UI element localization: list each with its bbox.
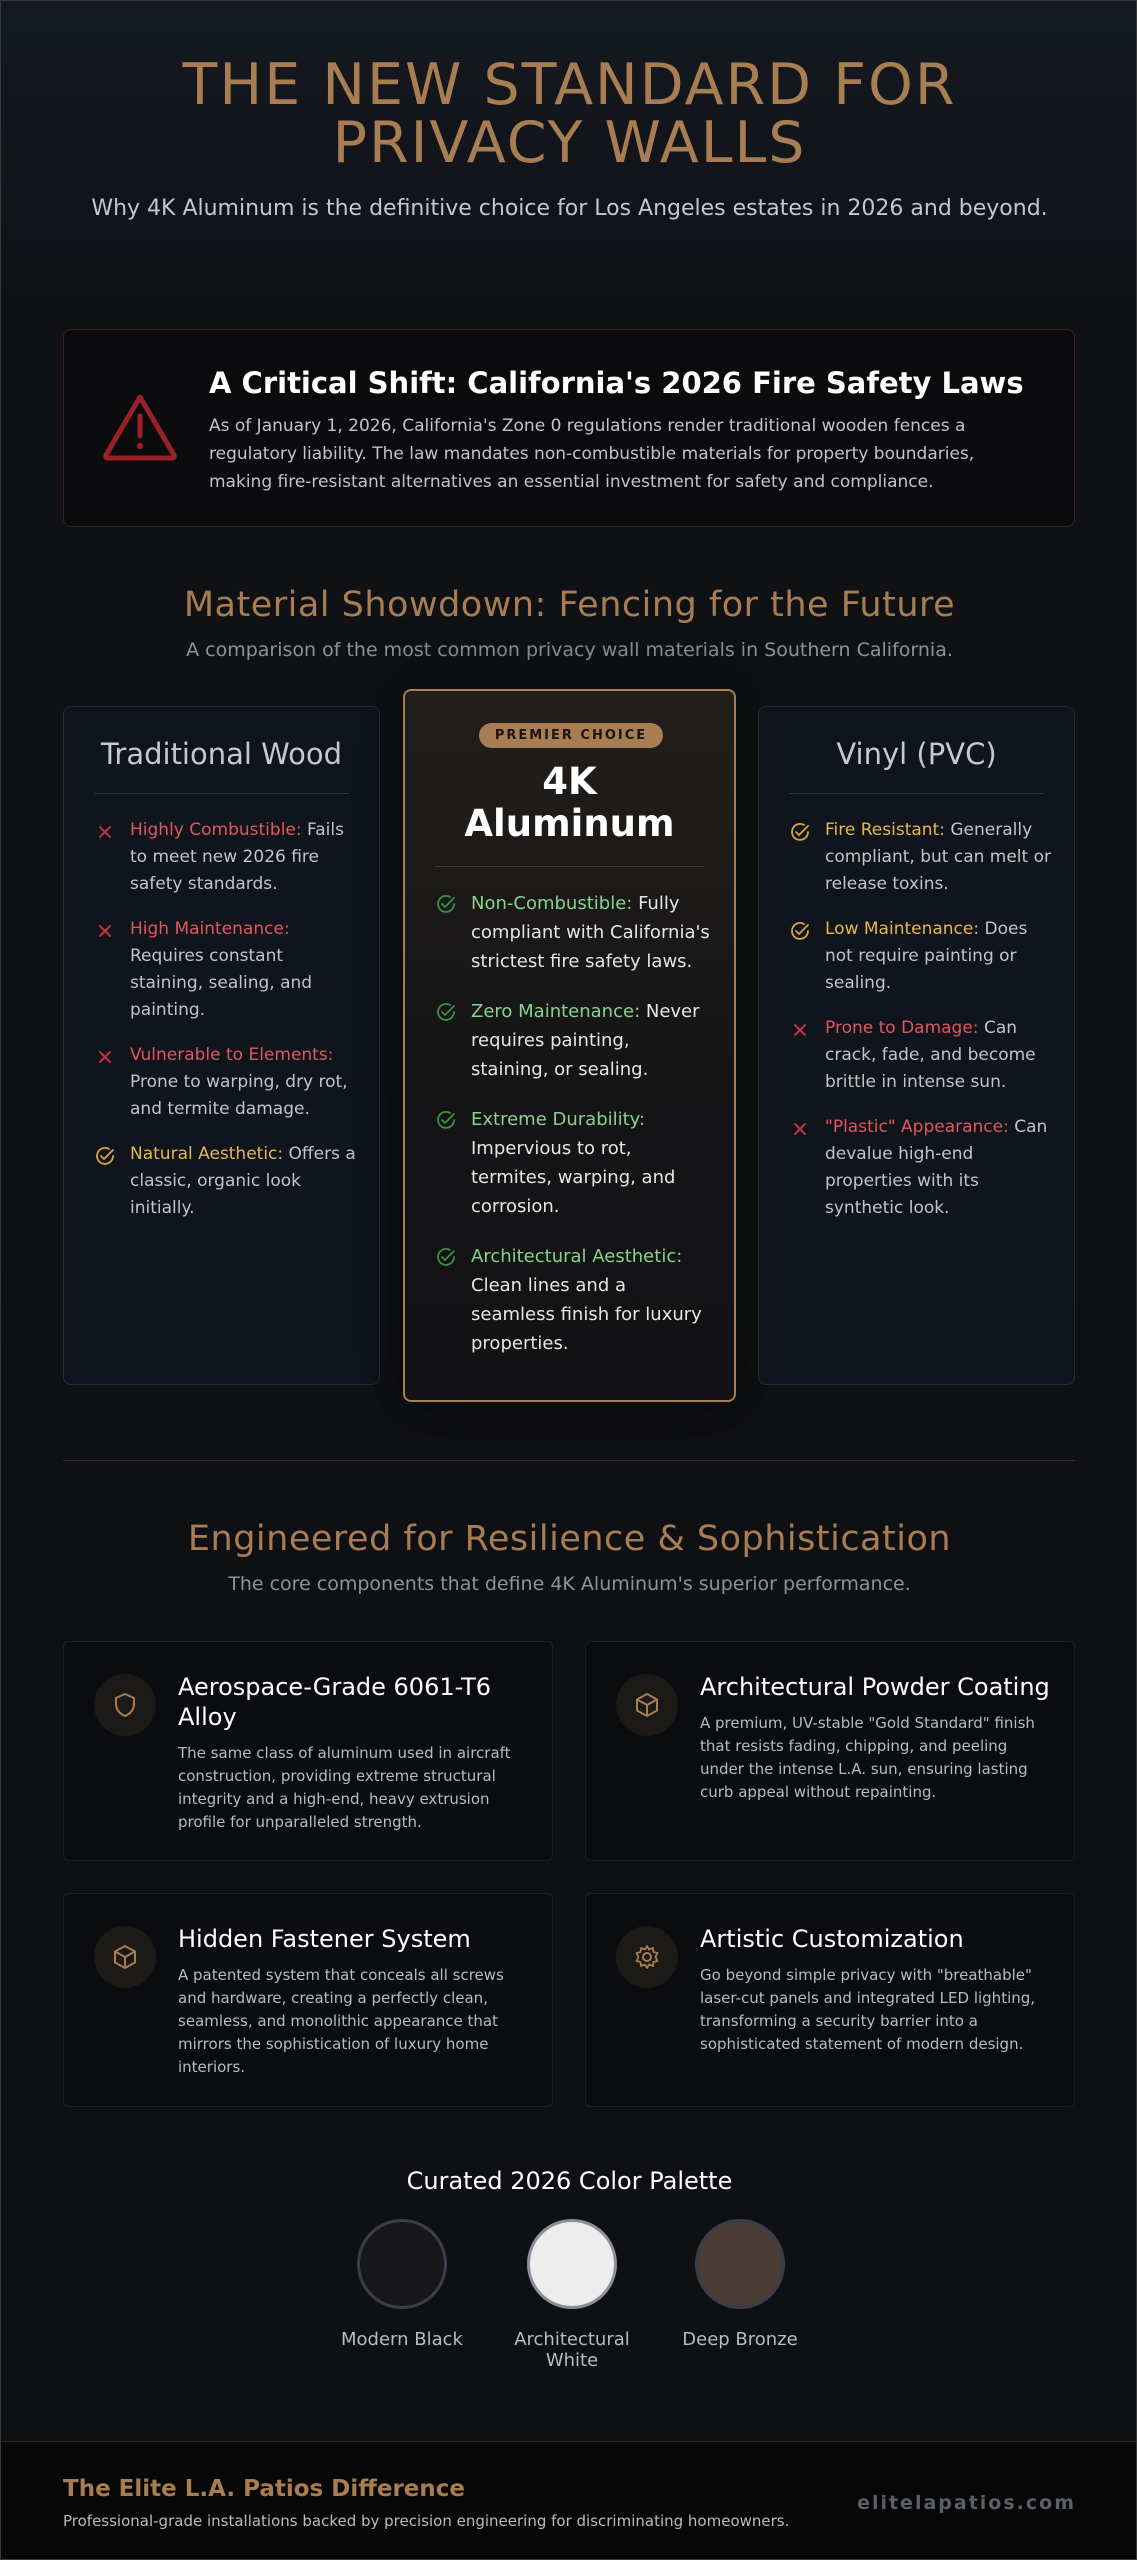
vinyl-card: [758, 706, 1075, 1385]
item-label: "Plastic" Appearance:: [825, 1117, 1009, 1137]
feature-title: Hidden Fastener System: [178, 1925, 471, 1953]
website-link[interactable]: elitelapatios.com: [857, 2492, 1076, 2514]
item-label: Extreme Durability:: [471, 1109, 646, 1130]
swatch-label: Modern Black: [341, 2329, 463, 2350]
footer: [1, 2441, 1137, 2560]
card-divider: [94, 793, 349, 794]
cube-icon: [616, 1674, 678, 1736]
swatch-label: Architectural White: [514, 2329, 630, 2371]
feature-title: Artistic Customization: [700, 1925, 964, 1953]
list-item: [435, 1242, 712, 1358]
item-text: Can devalue high-end properties with its synthetic look.: [825, 1117, 1048, 1218]
check-circle-icon: [789, 821, 811, 843]
page-title: [1, 52, 1137, 176]
engineered-header: [1, 1519, 1137, 1595]
x-icon: [789, 1019, 811, 1041]
item-label: Natural Aesthetic:: [130, 1144, 284, 1164]
engineered-subtitle: The core components that define 4K Aluminum's superior performance.: [228, 1573, 911, 1595]
swatch-modern-black: [317, 2219, 487, 2350]
list-item: [789, 817, 1052, 898]
item-text: Offers a classic, organic look initially.: [130, 1144, 356, 1218]
aluminum-items: [435, 889, 712, 1379]
swatch-deep-bronze: [655, 2219, 825, 2350]
check-circle-icon: [435, 1246, 457, 1268]
feature-card-customization: [585, 1893, 1075, 2107]
aluminum-card: [403, 689, 736, 1402]
color-swatch: [695, 2219, 785, 2309]
check-circle-icon: [435, 1001, 457, 1023]
item-label: Low Maintenance:: [825, 919, 980, 939]
palette-title: Curated 2026 Color Palette: [406, 2167, 733, 2195]
shield-icon: [94, 1674, 156, 1736]
list-item: [789, 1015, 1052, 1096]
x-icon: [94, 821, 116, 843]
wood-items: [94, 817, 357, 1240]
item-label: Vulnerable to Elements:: [130, 1045, 334, 1065]
item-text: Does not require painting or sealing.: [825, 919, 1028, 993]
x-icon: [94, 1046, 116, 1068]
swatch-architectural-white: [487, 2219, 657, 2371]
alert-body: As of January 1, 2026, California's Zone 0 regulations render traditional wooden fences a regulatory liability. The law mandates non-combustible materials for property boundaries, making fire-resistant alternatives an essential investment for safety and compliance.: [209, 416, 975, 492]
engineered-title: Engineered for Resilience & Sophistication: [187, 1519, 952, 1559]
feature-body: A premium, UV-stable "Gold Standard" finish that resists fading, chipping, and peeling under the intense L.A. sun, ensuring lasting curb appeal without repainting.: [700, 1714, 1035, 1801]
item-text: Can crack, fade, and become brittle in intense sun.: [825, 1018, 1036, 1092]
showdown-header: [1, 585, 1137, 661]
swatch-label: Deep Bronze: [682, 2329, 798, 2350]
list-item: [435, 997, 712, 1084]
item-label: Zero Maintenance:: [471, 1001, 641, 1022]
gear-icon: [616, 1926, 678, 1988]
item-label: Highly Combustible:: [130, 820, 302, 840]
premier-badge: PREMIER CHOICE: [479, 723, 663, 748]
aluminum-title: [405, 761, 734, 845]
feature-body: Go beyond simple privacy with "breathable" laser-cut panels and integrated LED lighting, transforming a security barrier into a sophisticated statement of modern design.: [700, 1966, 1036, 2053]
warning-triangle-icon: [102, 392, 178, 462]
check-circle-icon: [435, 1109, 457, 1131]
item-label: Non-Combustible:: [471, 893, 633, 914]
wood-title: Traditional Wood: [100, 737, 343, 771]
showdown-title: Material Showdown: Fencing for the Future: [183, 585, 956, 625]
item-label: Fire Resistant:: [825, 820, 945, 840]
vinyl-items: [789, 817, 1052, 1240]
color-swatch: [527, 2219, 617, 2309]
color-swatch: [357, 2219, 447, 2309]
wood-card: [63, 706, 380, 1385]
list-item: [435, 1105, 712, 1221]
title-line-2: PRIVACY WALLS: [332, 110, 807, 176]
footer-title: The Elite L.A. Patios Difference: [63, 2476, 466, 2502]
feature-card-alloy: [63, 1641, 553, 1861]
item-label: Prone to Damage:: [825, 1018, 979, 1038]
footer-tagline: Professional-grade installations backed by precision engineering for discriminating homeowners.: [63, 2512, 790, 2530]
list-item: [435, 889, 712, 976]
cube-icon: [94, 1926, 156, 1988]
item-text: Clean lines and a seamless finish for luxury properties.: [471, 1275, 702, 1354]
card-divider: [435, 866, 704, 867]
feature-card-coating: [585, 1641, 1075, 1861]
item-label: Architectural Aesthetic:: [471, 1246, 683, 1267]
item-text: Never requires painting, staining, or sealing.: [471, 1001, 700, 1080]
list-item: [94, 817, 357, 898]
check-circle-icon: [94, 1145, 116, 1167]
item-text: Requires constant staining, sealing, and painting.: [130, 946, 313, 1020]
list-item: [789, 1114, 1052, 1222]
item-text: Fully compliant with California's strictest fire safety laws.: [471, 893, 710, 972]
page-subtitle: Why 4K Aluminum is the definitive choice for Los Angeles estates in 2026 and beyond.: [91, 196, 1048, 221]
item-label: High Maintenance:: [130, 919, 290, 939]
check-circle-icon: [435, 893, 457, 915]
feature-title: Architectural Powder Coating: [700, 1673, 1050, 1701]
check-circle-icon: [789, 920, 811, 942]
aluminum-title-line-2: Aluminum: [464, 802, 675, 845]
x-icon: [789, 1118, 811, 1140]
section-divider: [63, 1460, 1075, 1461]
item-text: Generally compliant, but can melt or release toxins.: [825, 820, 1051, 894]
vinyl-title: Vinyl (PVC): [836, 737, 997, 771]
item-text: Prone to warping, dry rot, and termite damage.: [130, 1072, 348, 1119]
title-line-1: THE NEW STANDARD FOR: [182, 52, 957, 118]
list-item: [94, 1042, 357, 1123]
list-item: [94, 916, 357, 1024]
x-icon: [94, 920, 116, 942]
showdown-subtitle: A comparison of the most common privacy wall materials in Southern California.: [186, 639, 953, 661]
list-item: [789, 916, 1052, 997]
feature-body: A patented system that conceals all screws and hardware, creating a perfectly clean, seamless, and monolithic appearance that mirrors the sophistication of luxury home interiors.: [178, 1966, 504, 2076]
card-divider: [789, 793, 1044, 794]
item-text: Impervious to rot, termites, warping, and corrosion.: [471, 1138, 676, 1217]
list-item: [94, 1141, 357, 1222]
feature-card-fasteners: [63, 1893, 553, 2107]
fire-law-alert: [63, 329, 1075, 527]
hero: [1, 52, 1137, 221]
item-text: Fails to meet new 2026 fire safety standards.: [130, 820, 344, 894]
alert-title: A Critical Shift: California's 2026 Fire Safety Laws: [209, 366, 1024, 400]
feature-body: The same class of aluminum used in aircraft construction, providing extreme structural integrity and a high-end, heavy extrusion profile for unparalleled strength.: [178, 1744, 511, 1831]
feature-title: Aerospace-Grade 6061-T6 Alloy: [178, 1673, 491, 1731]
aluminum-title-line-1: 4K: [542, 760, 597, 803]
